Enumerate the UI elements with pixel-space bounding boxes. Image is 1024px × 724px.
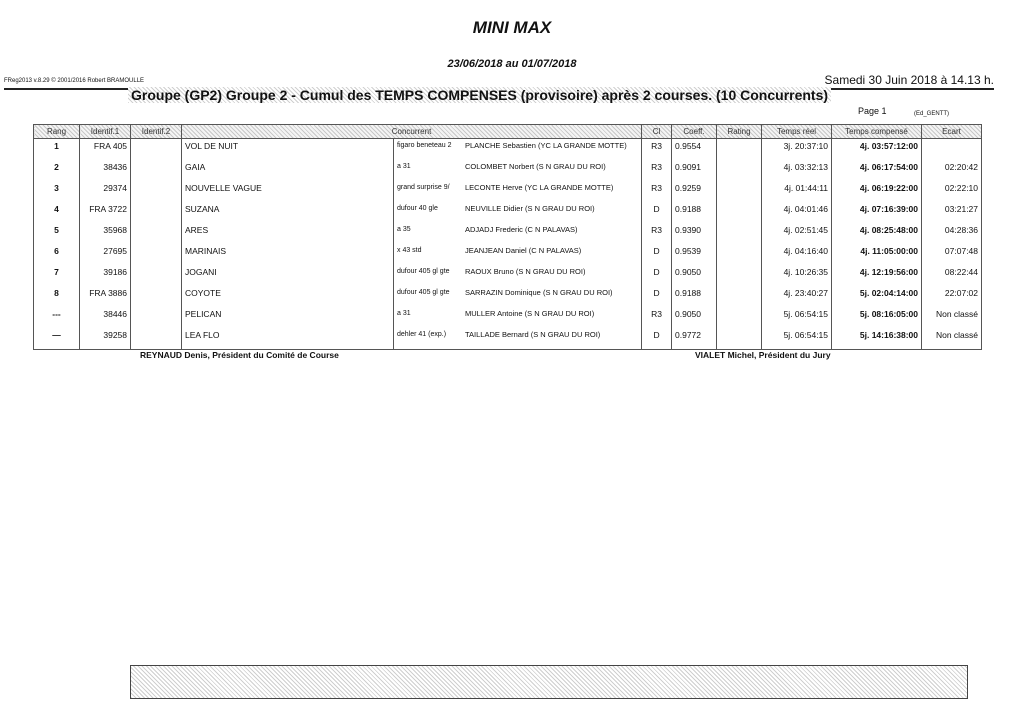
compensated-time-cell: 4j. 12:19:56:00 [832, 265, 922, 286]
coeff-cell: 0.9259 [672, 181, 717, 202]
page-number: Page 1 [858, 106, 887, 116]
real-time-cell: 3j. 20:37:10 [762, 139, 832, 161]
compensated-time-cell: 5j. 14:16:38:00 [832, 328, 922, 350]
compensated-time-cell: 5j. 02:04:14:00 [832, 286, 922, 307]
rating-cell [717, 286, 762, 307]
skipper-club: COLOMBET Norbert (S N GRAU DU ROI) [465, 162, 606, 171]
event-dates: 23/06/2018 au 01/07/2018 [447, 58, 577, 70]
skipper-club: TAILLADE Bernard (S N GRAU DU ROI) [465, 330, 601, 339]
gap-cell: 07:07:48 [922, 244, 982, 265]
table-header-row [34, 125, 982, 139]
gap-cell [922, 139, 982, 161]
rank-cell: 7 [34, 265, 80, 286]
boat-name-cell: ARES [182, 223, 394, 244]
real-time-cell: 4j. 23:40:27 [762, 286, 832, 307]
real-time-cell: 4j. 04:01:46 [762, 202, 832, 223]
identif1-cell: 38446 [80, 307, 131, 328]
coeff-cell: 0.9390 [672, 223, 717, 244]
compensated-time-cell: 4j. 07:16:39:00 [832, 202, 922, 223]
class-cell: R3 [642, 160, 672, 181]
table-row [34, 223, 982, 244]
table-row [34, 307, 982, 328]
table-row [34, 244, 982, 265]
class-cell: R3 [642, 307, 672, 328]
rank-cell: 5 [34, 223, 80, 244]
boat-model: dufour 405 gl gte [397, 268, 450, 275]
boat-name-cell: MARINAIS [182, 244, 394, 265]
gap-cell: Non classé [922, 328, 982, 350]
class-cell: D [642, 265, 672, 286]
table-row [34, 202, 982, 223]
table-row [34, 328, 982, 350]
rank-cell: 4 [34, 202, 80, 223]
jury-signature: VIALET Michel, Président du Jury [695, 350, 831, 360]
real-time-cell: 5j. 06:54:15 [762, 307, 832, 328]
class-cell: R3 [642, 181, 672, 202]
gap-cell: 08:22:44 [922, 265, 982, 286]
table-row [34, 265, 982, 286]
identif2-cell [131, 307, 182, 328]
col-header-coeff: Coeff. [672, 125, 717, 139]
class-cell: R3 [642, 139, 672, 161]
col-header-identif1: Identif.1 [80, 125, 131, 139]
rating-cell [717, 202, 762, 223]
model-skipper-cell [394, 202, 642, 223]
rating-cell [717, 328, 762, 350]
rank-cell: 6 [34, 244, 80, 265]
hatched-footer-box [130, 665, 968, 699]
col-header-identif2: Identif.2 [131, 125, 182, 139]
class-cell: D [642, 202, 672, 223]
coeff-cell: 0.9050 [672, 265, 717, 286]
software-credit: FReg2013 v.8.29 © 2001/2016 Robert BRAMOULLE [4, 78, 145, 84]
coeff-cell: 0.9539 [672, 244, 717, 265]
gap-cell: 03:21:27 [922, 202, 982, 223]
col-header-temps-compense: Temps compensé [832, 125, 922, 139]
skipper-club: MULLER Antoine (S N GRAU DU ROI) [465, 309, 595, 318]
model-skipper-cell [394, 328, 642, 350]
rank-cell: 1 [34, 139, 80, 161]
model-skipper-cell [394, 223, 642, 244]
identif2-cell [131, 202, 182, 223]
compensated-time-cell: 5j. 08:16:05:00 [832, 307, 922, 328]
gap-cell: 02:22:10 [922, 181, 982, 202]
identif1-cell: 35968 [80, 223, 131, 244]
boat-model: dehler 41 (exp.) [397, 331, 447, 338]
identif1-cell: 38436 [80, 160, 131, 181]
skipper-club: LECONTE Herve (YC LA GRANDE MOTTE) [465, 183, 614, 192]
boat-model: a 31 [397, 310, 411, 317]
identif2-cell [131, 223, 182, 244]
real-time-cell: 4j. 03:32:13 [762, 160, 832, 181]
coeff-cell: 0.9772 [672, 328, 717, 350]
boat-name-cell: SUZANA [182, 202, 394, 223]
print-date: Samedi 30 Juin 2018 à 14.13 h. [824, 73, 994, 87]
boat-model: dufour 405 gl gte [397, 289, 450, 296]
group-title: Groupe (GP2) Groupe 2 - Cumul des TEMPS COMPENSES (provisoire) après 2 courses. (10 Concurrents) [128, 87, 831, 103]
table-row [34, 181, 982, 202]
identif1-cell: 29374 [80, 181, 131, 202]
compensated-time-cell: 4j. 08:25:48:00 [832, 223, 922, 244]
model-skipper-cell [394, 265, 642, 286]
model-skipper-cell [394, 160, 642, 181]
identif1-cell: 39258 [80, 328, 131, 350]
skipper-club: NEUVILLE Didier (S N GRAU DU ROI) [465, 204, 595, 213]
rating-cell [717, 181, 762, 202]
model-skipper-cell [394, 181, 642, 202]
rank-cell: 2 [34, 160, 80, 181]
skipper-club: JEANJEAN Daniel (C N PALAVAS) [465, 246, 582, 255]
rank-cell: 3 [34, 181, 80, 202]
class-cell: D [642, 286, 672, 307]
boat-name-cell: COYOTE [182, 286, 394, 307]
identif1-cell: FRA 405 [80, 139, 131, 161]
form-code: (Ed_GENTT) [914, 111, 950, 117]
rank-cell: — [34, 328, 80, 350]
model-skipper-cell [394, 286, 642, 307]
results-table [33, 124, 982, 350]
coeff-cell: 0.9091 [672, 160, 717, 181]
identif2-cell [131, 328, 182, 350]
race-committee-signature: REYNAUD Denis, Président du Comité de Course [140, 350, 339, 360]
identif1-cell: 27695 [80, 244, 131, 265]
skipper-club: RAOUX Bruno (S N GRAU DU ROI) [465, 267, 586, 276]
rating-cell [717, 244, 762, 265]
real-time-cell: 4j. 04:16:40 [762, 244, 832, 265]
compensated-time-cell: 4j. 11:05:00:00 [832, 244, 922, 265]
identif1-cell: FRA 3886 [80, 286, 131, 307]
real-time-cell: 4j. 10:26:35 [762, 265, 832, 286]
col-header-temps-reel: Temps réel [762, 125, 832, 139]
table-row [34, 286, 982, 307]
identif2-cell [131, 181, 182, 202]
boat-model: x 43 std [397, 247, 422, 254]
coeff-cell: 0.9188 [672, 202, 717, 223]
gap-cell: Non classé [922, 307, 982, 328]
model-skipper-cell [394, 307, 642, 328]
gap-cell: 02:20:42 [922, 160, 982, 181]
gap-cell: 04:28:36 [922, 223, 982, 244]
boat-name-cell: PELICAN [182, 307, 394, 328]
col-header-ecart: Ecart [922, 125, 982, 139]
table-row [34, 160, 982, 181]
results-body [34, 139, 982, 350]
identif2-cell [131, 139, 182, 161]
table-row [34, 139, 982, 161]
boat-model: a 35 [397, 226, 411, 233]
boat-model: grand surprise 9/ [397, 184, 450, 191]
boat-name-cell: GAIA [182, 160, 394, 181]
class-cell: D [642, 244, 672, 265]
model-skipper-cell [394, 139, 642, 161]
gap-cell: 22:07:02 [922, 286, 982, 307]
real-time-cell: 4j. 01:44:11 [762, 181, 832, 202]
identif2-cell [131, 286, 182, 307]
identif1-cell: 39186 [80, 265, 131, 286]
identif2-cell [131, 265, 182, 286]
col-header-rating: Rating [717, 125, 762, 139]
compensated-time-cell: 4j. 06:17:54:00 [832, 160, 922, 181]
compensated-time-cell: 4j. 06:19:22:00 [832, 181, 922, 202]
rating-cell [717, 139, 762, 161]
rank-cell: 8 [34, 286, 80, 307]
boat-name-cell: LEA FLO [182, 328, 394, 350]
boat-model: a 31 [397, 163, 411, 170]
coeff-cell: 0.9554 [672, 139, 717, 161]
boat-name-cell: VOL DE NUIT [182, 139, 394, 161]
identif2-cell [131, 244, 182, 265]
skipper-club: PLANCHE Sebastien (YC LA GRANDE MOTTE) [465, 141, 627, 150]
rank-cell: --- [34, 307, 80, 328]
rating-cell [717, 307, 762, 328]
class-cell: R3 [642, 223, 672, 244]
skipper-club: ADJADJ Frederic (C N PALAVAS) [465, 225, 578, 234]
rating-cell [717, 223, 762, 244]
boat-name-cell: NOUVELLE VAGUE [182, 181, 394, 202]
compensated-time-cell: 4j. 03:57:12:00 [832, 139, 922, 161]
rating-cell [717, 160, 762, 181]
identif1-cell: FRA 3722 [80, 202, 131, 223]
col-header-cl: Cl [642, 125, 672, 139]
document-title: MINI MAX [472, 18, 552, 37]
real-time-cell: 4j. 02:51:45 [762, 223, 832, 244]
boat-model: figaro beneteau 2 [397, 142, 452, 149]
class-cell: D [642, 328, 672, 350]
rating-cell [717, 265, 762, 286]
boat-model: dufour 40 gle [397, 205, 438, 212]
skipper-club: SARRAZIN Dominique (S N GRAU DU ROI) [465, 288, 613, 297]
col-header-rang: Rang [34, 125, 80, 139]
boat-name-cell: JOGANI [182, 265, 394, 286]
coeff-cell: 0.9050 [672, 307, 717, 328]
identif2-cell [131, 160, 182, 181]
model-skipper-cell [394, 244, 642, 265]
real-time-cell: 5j. 06:54:15 [762, 328, 832, 350]
coeff-cell: 0.9188 [672, 286, 717, 307]
col-header-concurrent: Concurrent [182, 125, 642, 139]
